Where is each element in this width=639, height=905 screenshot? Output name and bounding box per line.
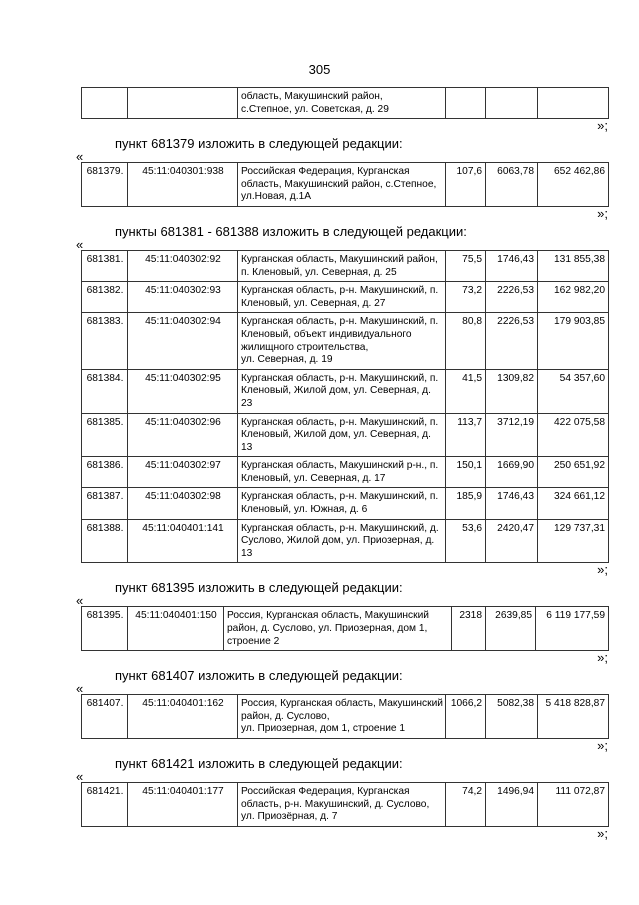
register-table (81, 162, 609, 207)
amendment-block (76, 136, 609, 223)
cell-area: 150,1 (446, 457, 486, 488)
cell-number: 681395. (82, 607, 128, 651)
table-row (82, 607, 609, 651)
cell-address: Курганская область, р-н. Макушинский, д. Суслово, Жилой дом, ул. Приозерная, д. 13 (238, 519, 446, 563)
cell-number: 681421. (82, 783, 128, 827)
amendment-instruction: пункт 681421 изложить в следующей редакции: (115, 756, 403, 771)
table-row (82, 413, 609, 457)
amendment-instruction: пункт 681379 изложить в следующей редакции: (115, 136, 403, 152)
cell-address: Курганская область, р-н. Макушинский, п. Кленовый, объект индивидуального жилищного строительства, ул. Северная, д. 19 (238, 313, 446, 369)
cell-number: 681407. (82, 695, 128, 739)
cell-rate: 1309,82 (486, 369, 538, 413)
table-row (82, 457, 609, 488)
cell-cadastral: 45:11:040302:92 (128, 250, 238, 281)
opening-quote: « (76, 149, 84, 165)
cell-address: Россия, Курганская область, Макушинский район, д. Суслово, ул. Приозерная, дом 1, строение 2 (224, 607, 452, 651)
cell-cost: 162 982,20 (538, 282, 609, 313)
cell-cost: 5 418 828,87 (538, 695, 609, 739)
cell-address: область, Макушинский район, с.Степное, ул. Советская, д. 29 (238, 88, 446, 119)
cell-number (82, 88, 128, 119)
cell-cadastral: 45:11:040302:93 (128, 282, 238, 313)
opening-quote: « (76, 769, 84, 784)
cell-rate: 1669,90 (486, 457, 538, 488)
cell-cost: 324 661,12 (538, 488, 609, 519)
cell-rate: 2226,53 (486, 313, 538, 369)
amendment-instruction: пункты 681381 - 681388 изложить в следующей редакции: (115, 223, 467, 239)
cell-number: 681382. (82, 282, 128, 313)
cell-cadastral: 45:11:040302:97 (128, 457, 238, 488)
cell-cost: 129 737,31 (538, 519, 609, 563)
cell-cadastral: 45:11:040302:98 (128, 488, 238, 519)
cell-area: 41,5 (446, 369, 486, 413)
cell-number: 681384. (82, 369, 128, 413)
cell-rate (486, 88, 538, 119)
cell-number: 681386. (82, 457, 128, 488)
cell-cost: 111 072,87 (538, 783, 609, 827)
cell-address: Курганская область, Макушинский район, п. Кленовый, ул. Северная, д. 25 (238, 250, 446, 281)
cell-area: 107,6 (446, 163, 486, 207)
table-row (82, 88, 609, 119)
cell-address: Россия, Курганская область, Макушинский район, д. Суслово, ул. Приозерная, дом 1, строение 1 (238, 695, 446, 739)
amendment-instruction: пункт 681395 изложить в следующей редакции: (115, 580, 403, 596)
cell-cost: 131 855,38 (538, 250, 609, 281)
cell-area: 185,9 (446, 488, 486, 519)
cell-cost: 54 357,60 (538, 369, 609, 413)
cell-cadastral: 45:11:040401:141 (128, 519, 238, 563)
cell-cost: 652 462,86 (538, 163, 609, 207)
cell-area: 113,7 (446, 413, 486, 457)
cell-area (446, 88, 486, 119)
table-row (82, 783, 609, 827)
amendment-block (76, 223, 609, 579)
cell-number: 681387. (82, 488, 128, 519)
cell-rate: 1496,94 (486, 783, 538, 827)
cell-number: 681379. (82, 163, 128, 207)
cell-cadastral: 45:11:040301:938 (128, 163, 238, 207)
closing-quote: »; (597, 205, 608, 221)
cell-area: 1066,2 (446, 695, 486, 739)
cell-cadastral: 45:11:040401:162 (128, 695, 238, 739)
closing-quote: »; (597, 738, 608, 753)
cell-number: 681388. (82, 519, 128, 563)
opening-quote: « (76, 236, 84, 252)
cell-address: Курганская область, р-н. Макушинский, п. Кленовый, ул. Северная, д. 27 (238, 282, 446, 313)
table-row (82, 369, 609, 413)
cell-address: Курганская область, Макушинский р-н., п. Кленовый, ул. Северная, д. 17 (238, 457, 446, 488)
closing-quote: »; (597, 562, 608, 578)
table-row (82, 163, 609, 207)
amendment-block (76, 756, 609, 843)
register-table (81, 694, 609, 739)
cell-cost: 6 119 177,59 (536, 607, 609, 651)
closing-quote: »; (597, 825, 608, 841)
continuation-table (81, 87, 609, 119)
cell-cadastral: 45:11:040302:95 (128, 369, 238, 413)
cell-rate: 3712,19 (486, 413, 538, 457)
cell-cadastral: 45:11:040302:96 (128, 413, 238, 457)
cell-cost: 250 651,92 (538, 457, 609, 488)
cell-address: Курганская область, р-н. Макушинский, п. Кленовый, Жилой дом, ул. Северная, д. 23 (238, 369, 446, 413)
cell-rate: 2226,53 (486, 282, 538, 313)
cell-cost (538, 88, 609, 119)
table-row (82, 313, 609, 369)
cell-number: 681385. (82, 413, 128, 457)
cell-rate: 5082,38 (486, 695, 538, 739)
cell-area: 74,2 (446, 783, 486, 827)
cell-address: Курганская область, р-н. Макушинский, п. Кленовый, Жилой дом, ул. Северная, д. 13 (238, 413, 446, 457)
cell-rate: 1746,43 (486, 250, 538, 281)
table-row (82, 695, 609, 739)
register-table (81, 782, 609, 827)
cell-cadastral: 45:11:040401:150 (128, 607, 224, 651)
register-table (81, 250, 609, 563)
cell-area: 53,6 (446, 519, 486, 563)
closing-quote: »; (597, 650, 608, 666)
cell-area: 73,2 (446, 282, 486, 313)
cell-rate: 2420,47 (486, 519, 538, 563)
document-body (76, 87, 609, 843)
register-table (81, 606, 609, 651)
opening-quote: « (76, 681, 84, 697)
cell-rate: 1746,43 (486, 488, 538, 519)
cell-number: 681383. (82, 313, 128, 369)
page-number: 305 (308, 62, 331, 77)
cell-cadastral (128, 88, 238, 119)
cell-cost: 179 903,85 (538, 313, 609, 369)
cell-address: Российская Федерация, Курганская область, р-н. Макушинский, д. Суслово, ул. Приозёрная, д. 7 (238, 783, 446, 827)
amendment-blocks (76, 136, 609, 843)
cell-cost: 422 075,58 (538, 413, 609, 457)
opening-quote: « (76, 593, 84, 609)
amendment-block (76, 668, 609, 755)
closing-quote: »; (597, 118, 608, 134)
cell-cadastral: 45:11:040302:94 (128, 313, 238, 369)
cell-cadastral: 45:11:040401:177 (128, 783, 238, 827)
table-row (82, 282, 609, 313)
table-row (82, 488, 609, 519)
cell-number: 681381. (82, 250, 128, 281)
cell-area: 2318 (452, 607, 486, 651)
amendment-instruction: пункт 681407 изложить в следующей редакции: (115, 668, 403, 684)
table-row (82, 250, 609, 281)
amendment-block (76, 580, 609, 667)
cell-address: Российская Федерация, Курганская область, Макушинский район, с.Степное, ул.Новая, д.1А (238, 163, 446, 207)
table-row (82, 519, 609, 563)
cell-area: 80,8 (446, 313, 486, 369)
cell-rate: 2639,85 (486, 607, 536, 651)
cell-rate: 6063,78 (486, 163, 538, 207)
cell-address: Курганская область, р-н. Макушинский, п. Кленовый, ул. Южная, д. 6 (238, 488, 446, 519)
cell-area: 75,5 (446, 250, 486, 281)
